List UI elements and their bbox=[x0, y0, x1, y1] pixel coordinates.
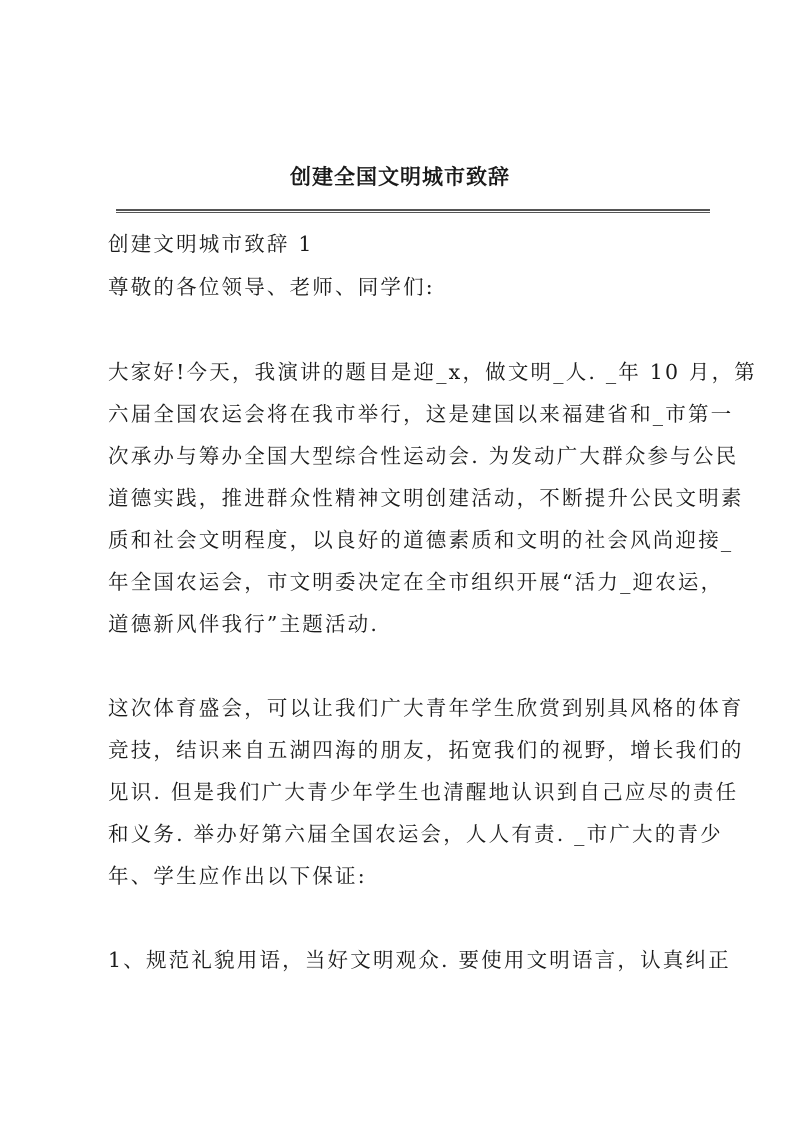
paragraph-1-line-3: 次承办与筹办全国大型综合性运动会. 为发动广大群众参与公民 bbox=[108, 444, 739, 468]
salutation-line: 尊敬的各位领导、老师、同学们: bbox=[108, 275, 435, 299]
paragraph-1-line-2: 六届全国农运会将在我市举行，这是建国以来福建省和_市第一 bbox=[108, 402, 734, 426]
paragraph-1-line-6: 年全国农运会，市文明委决定在全市组织开展“活力_迎农运， bbox=[108, 570, 724, 594]
paragraph-2-line-1: 这次体育盛会，可以让我们广大青年学生欣赏到别具风格的体育 bbox=[108, 696, 744, 720]
paragraph-1-line-4: 道德实践，推进群众性精神文明创建活动，不断提升公民文明素 bbox=[108, 486, 744, 510]
title-divider bbox=[116, 209, 710, 213]
paragraph-2-line-2: 竞技，结识来自五湖四海的朋友，拓宽我们的视野，增长我们的 bbox=[108, 738, 744, 762]
paragraph-2-line-4: 和义务. 举办好第六届全国农运会，人人有责. _市广大的青少 bbox=[108, 822, 723, 846]
paragraph-1-line-5: 质和社会文明程度，以良好的道德素质和文明的社会风尚迎接_ bbox=[108, 528, 734, 552]
paragraph-1-line-1: 大家好!今天，我演讲的题目是迎_x，做文明_人. _年 10 月，第 bbox=[108, 360, 757, 384]
paragraph-2-line-3: 见识. 但是我们广大青少年学生也清醒地认识到自己应尽的责任 bbox=[108, 780, 739, 804]
paragraph-2-line-5: 年、学生应作出以下保证: bbox=[108, 864, 367, 888]
section-heading: 创建文明城市致辞 1 bbox=[108, 232, 314, 256]
document-title: 创建全国文明城市致辞 bbox=[290, 164, 510, 189]
list-item-1-line-1: 1、规范礼貌用语，当好文明观众. 要使用文明语言，认真纠正 bbox=[108, 948, 731, 972]
paragraph-1-line-7: 道德新风伴我行”主题活动. bbox=[108, 612, 380, 636]
